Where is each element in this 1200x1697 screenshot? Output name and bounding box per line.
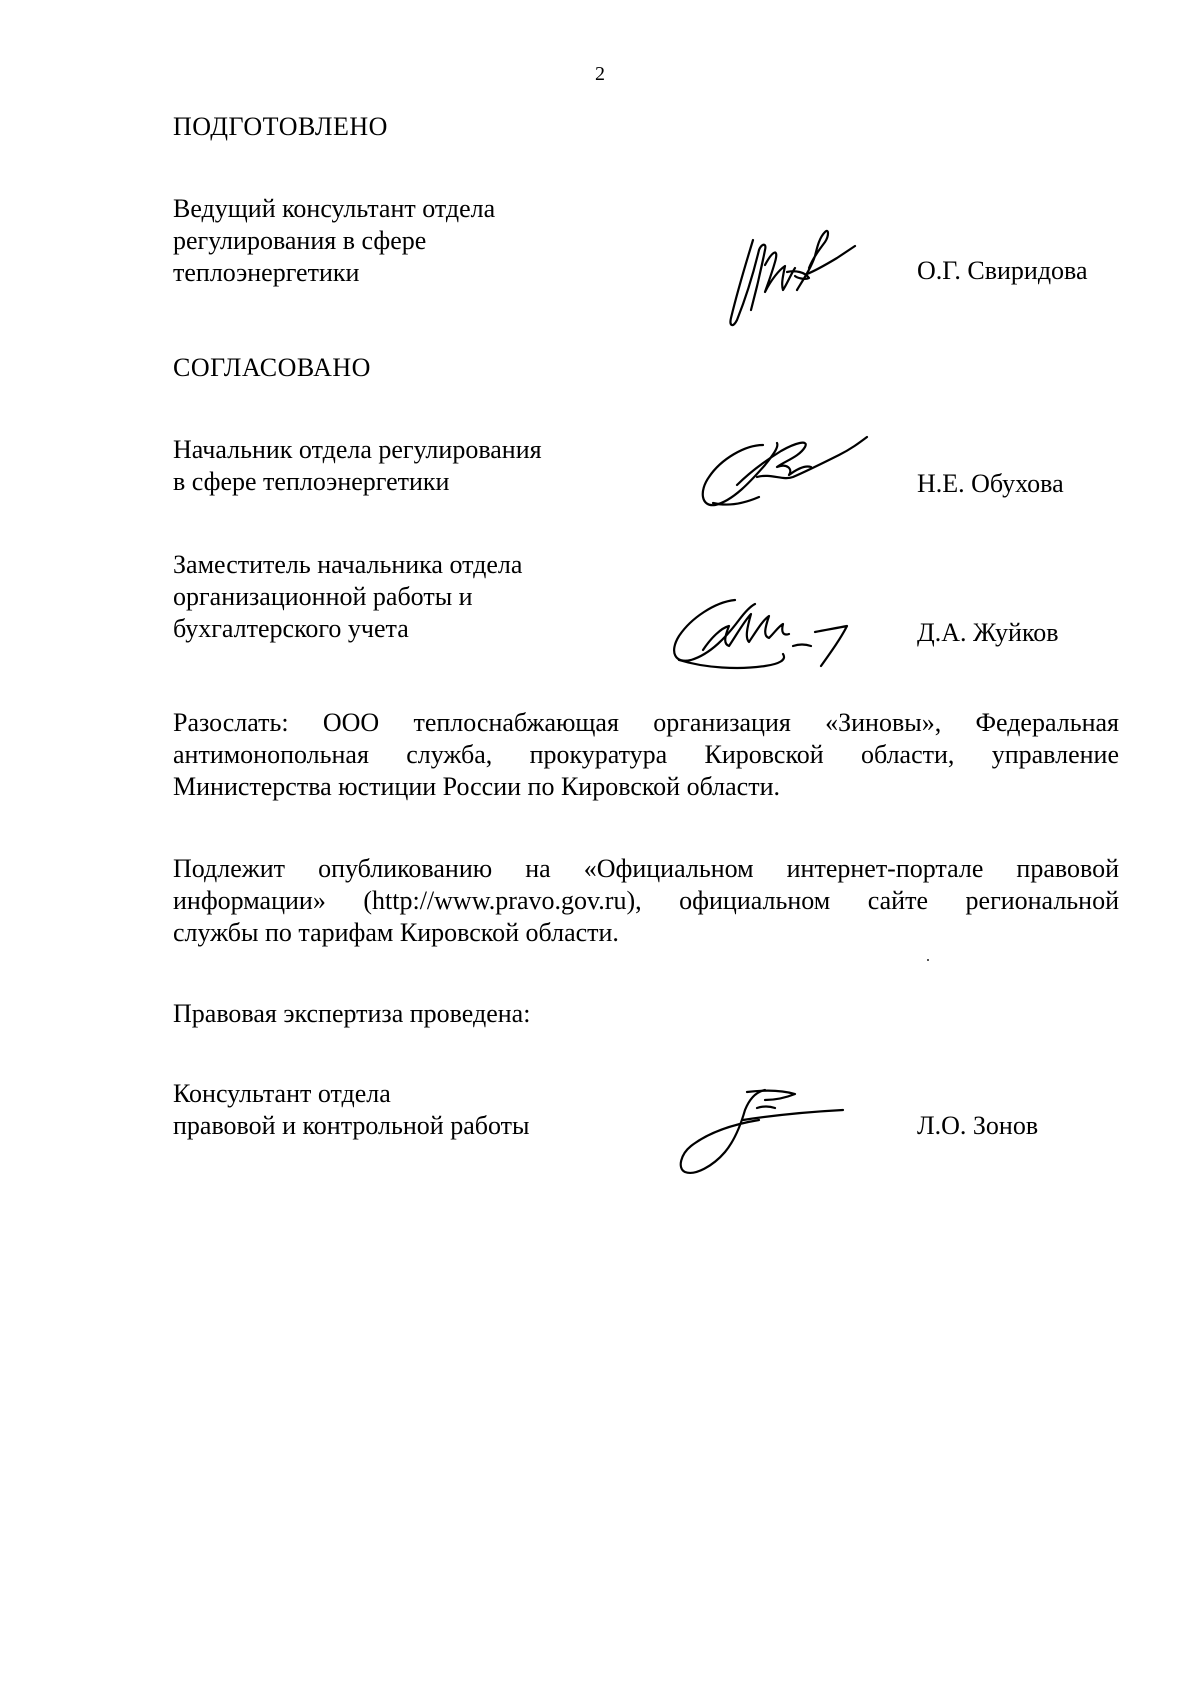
position-line: бухгалтерского учета (173, 614, 409, 643)
paragraph-line: информации» (http://www.pravo.gov.ru), официальном сайте региональной (173, 886, 1119, 915)
agreed-signer-position (173, 434, 643, 498)
paragraph-line: службы по тарифам Кировской области. (173, 918, 619, 947)
position-line: регулирования в сфере (173, 226, 427, 255)
distribution-paragraph (173, 707, 1119, 803)
page-number: 2 (595, 63, 605, 85)
position-line: в сфере теплоэнергетики (173, 467, 450, 496)
legal-review-heading: Правовая экспертиза проведена: (173, 999, 531, 1028)
agreed-signer-position (173, 549, 643, 645)
position-line: правовой и контрольной работы (173, 1111, 530, 1140)
position-line: Консультант отдела (173, 1079, 391, 1108)
prepared-position (173, 193, 643, 289)
position-line: Начальник отдела регулирования (173, 435, 542, 464)
signature-obukhova (693, 425, 878, 520)
legal-review-position (173, 1078, 643, 1142)
stray-dot (927, 959, 929, 961)
paragraph-line: Разослать: ООО теплоснабжающая организация «Зиновы», Федеральная (173, 708, 1119, 737)
paragraph-line: Подлежит опубликованию на «Официальном интернет-портале правовой (173, 854, 1119, 883)
signature-zonov (665, 1080, 865, 1180)
agreed-signer-name: Д.А. Жуйков (917, 618, 1059, 647)
legal-review-name: Л.О. Зонов (917, 1111, 1039, 1140)
position-line: Заместитель начальника отдела (173, 550, 523, 579)
agreed-heading: СОГЛАСОВАНО (173, 353, 371, 382)
agreed-signer-name: Н.Е. Обухова (917, 469, 1064, 498)
signature-zhuykov (665, 590, 905, 680)
paragraph-line: Министерства юстиции России по Кировской области. (173, 772, 781, 801)
paragraph-line: антимонопольная служба, прокуратура Кировской области, управление (173, 740, 1119, 769)
position-line: организационной работы и (173, 582, 473, 611)
prepared-heading: ПОДГОТОВЛЕНО (173, 112, 388, 141)
prepared-name: О.Г. Свиридова (917, 256, 1088, 285)
publication-paragraph (173, 853, 1119, 949)
position-line: теплоэнергетики (173, 258, 360, 287)
signature-sviridova (725, 220, 875, 335)
position-line: Ведущий консультант отдела (173, 194, 496, 223)
